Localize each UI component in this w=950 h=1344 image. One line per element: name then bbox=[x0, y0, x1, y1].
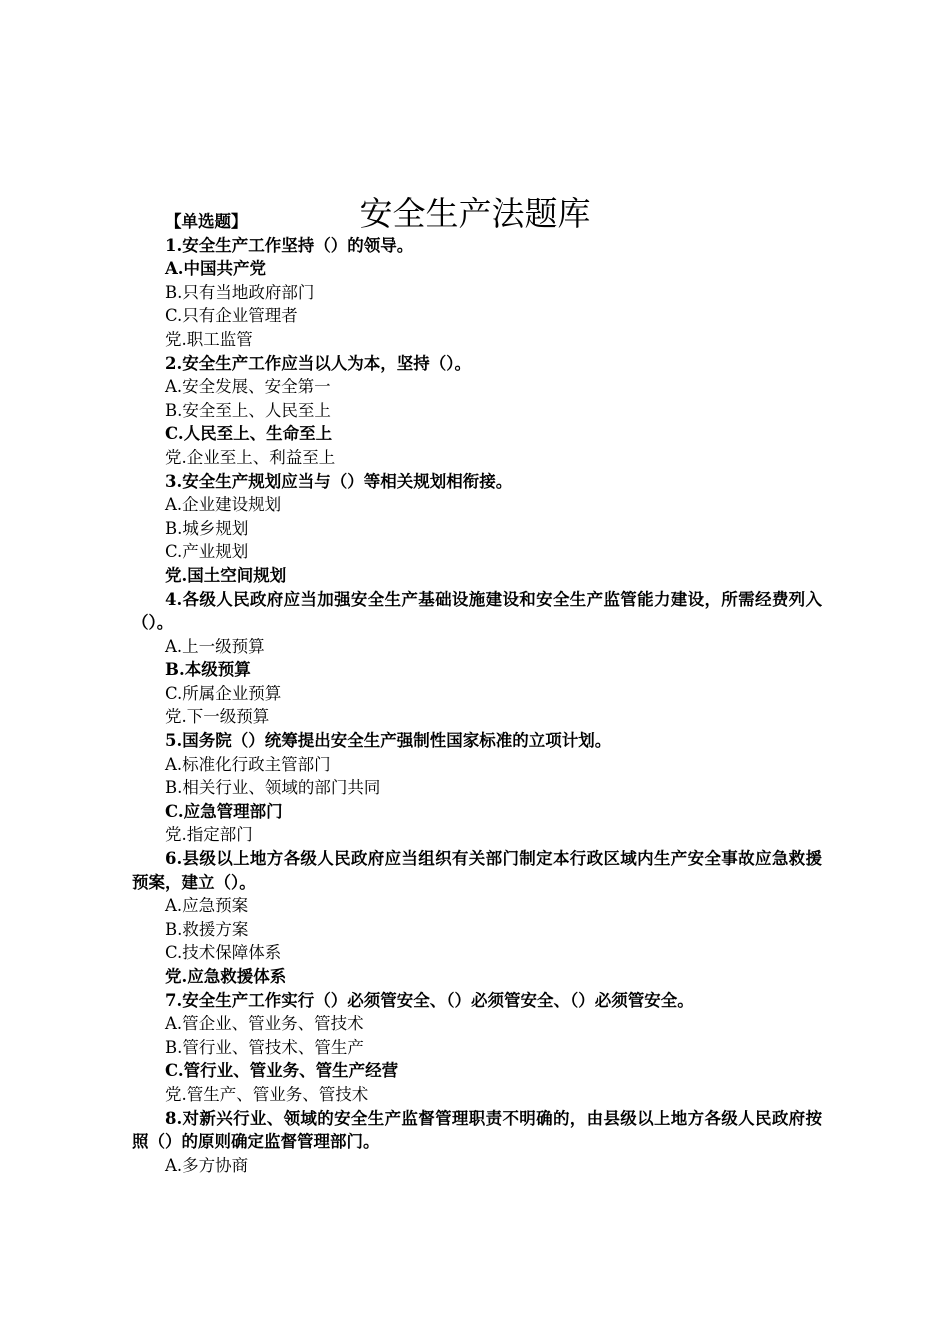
question-option: 党.指定部门 bbox=[165, 825, 253, 845]
question-option: A.管企业、管业务、管技术 bbox=[165, 1014, 364, 1034]
question-option: B.管行业、管技术、管生产 bbox=[165, 1037, 364, 1057]
question-stem: 2.安全生产工作应当以人为本，坚持（）。 bbox=[165, 353, 471, 373]
question-option: B.城乡规划 bbox=[165, 518, 249, 538]
question-option: C.产业规划 bbox=[165, 542, 249, 562]
question-option: 党.下一级预算 bbox=[165, 707, 270, 727]
question-option: 党.国土空间规划 bbox=[165, 565, 287, 585]
question-stem: 8.对新兴行业、领域的安全生产监督管理职责不明确的，由县级以上地方各级人民政府按照（）的原则确定监督管理部门。 bbox=[132, 1108, 822, 1152]
question-option: 党.管生产、管业务、管技术 bbox=[165, 1084, 369, 1104]
question-stem: 7.安全生产工作实行（）必须管安全、（）必须管安全、（）必须管安全。 bbox=[165, 990, 694, 1010]
question-list bbox=[132, 210, 822, 1177]
document-title: 安全生产法题库 bbox=[359, 194, 591, 234]
question-option: 党.职工监管 bbox=[165, 329, 253, 349]
question-option: A.中国共产党 bbox=[165, 259, 267, 279]
question-option: B.救援方案 bbox=[165, 919, 249, 939]
question-option: C.应急管理部门 bbox=[165, 801, 283, 821]
question-option: C.只有企业管理者 bbox=[165, 306, 298, 326]
question-option: A.标准化行政主管部门 bbox=[165, 754, 331, 774]
question-option: B.本级预算 bbox=[165, 660, 251, 680]
question-stem: 1.安全生产工作坚持（）的领导。 bbox=[165, 235, 414, 255]
question-option: A.上一级预算 bbox=[165, 636, 265, 656]
question-option: C.所属企业预算 bbox=[165, 683, 282, 703]
question-stem: 6.县级以上地方各级人民政府应当组织有关部门制定本行政区域内生产安全事故应急救援预案，建立（）。 bbox=[132, 849, 822, 892]
section-label: 【单选题】 bbox=[165, 212, 248, 231]
question-stem: 5.国务院（）统筹提出安全生产强制性国家标准的立项计划。 bbox=[165, 731, 612, 751]
question-stem: 4.各级人民政府应当加强安全生产基础设施建设和安全生产监管能力建设，所需经费列入（）。 bbox=[132, 589, 822, 633]
question-option: C.人民至上、生命至上 bbox=[165, 424, 333, 444]
question-option: C.技术保障体系 bbox=[165, 943, 282, 963]
question-option: A.应急预案 bbox=[165, 896, 249, 916]
question-option: 党.应急救援体系 bbox=[165, 967, 287, 986]
question-option: A.企业建设规划 bbox=[165, 495, 282, 515]
question-option: A.多方协商 bbox=[165, 1155, 249, 1175]
question-option: C.管行业、管业务、管生产经营 bbox=[165, 1061, 399, 1081]
question-stem: 3.安全生产规划应当与（）等相关规划相衔接。 bbox=[165, 471, 513, 491]
question-option: B.安全至上、人民至上 bbox=[165, 400, 331, 420]
question-option: 党.企业至上、利益至上 bbox=[165, 447, 336, 467]
question-option: A.安全发展、安全第一 bbox=[165, 377, 331, 397]
question-option: B.相关行业、领域的部门共同 bbox=[165, 778, 381, 798]
question-option: B.只有当地政府部门 bbox=[165, 282, 315, 302]
